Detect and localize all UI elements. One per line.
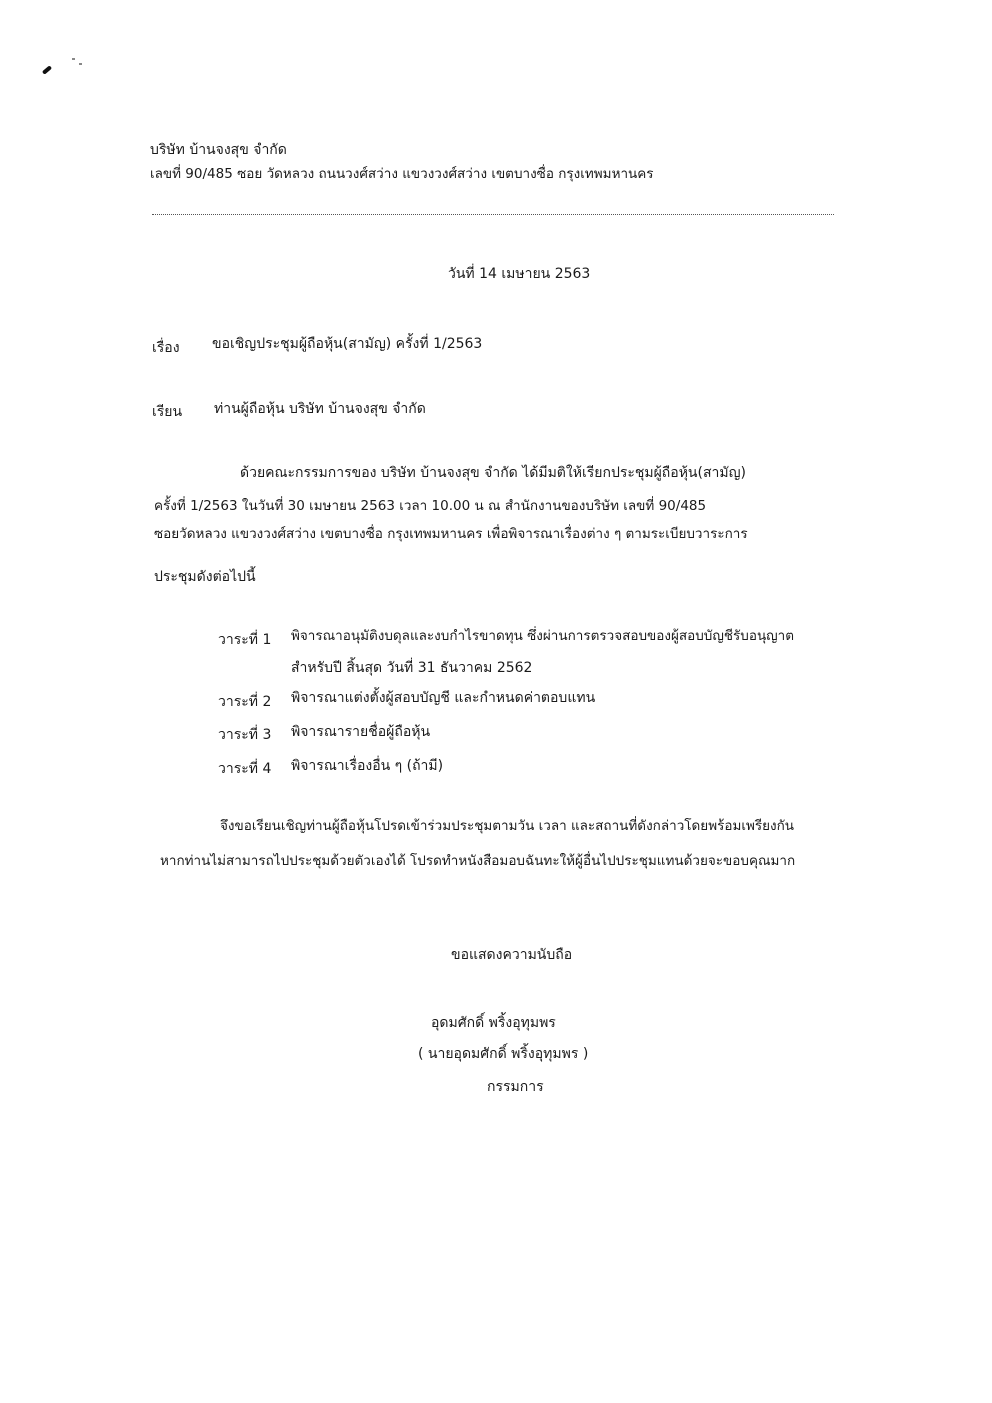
company-address: เลขที่ 90/485 ซอย วัดหลวง ถนนวงศ์สว่าง แขวงวงศ์สว่าง เขตบางซื่อ กรุงเทพมหานคร	[150, 166, 654, 182]
para1-line-1: ด้วยคณะกรรมการของ บริษัท บ้านจงสุข จำกัด ได้มีมติให้เรียกประชุมผู้ถือหุ้น(สามัญ)	[240, 465, 746, 481]
subject-label: เรื่อง	[152, 340, 180, 356]
agenda-label-2: วาระที่ 2	[218, 694, 272, 710]
para1-line-2: ครั้งที่ 1/2563 ในวันที่ 30 เมษายน 2563 เวลา 10.00 น ณ สำนักงานของบริษัท เลขที่ 90/485	[154, 498, 707, 514]
scan-speck	[72, 58, 75, 60]
recipient-label: เรียน	[152, 404, 183, 420]
agenda-label-3: วาระที่ 3	[218, 727, 272, 743]
signature: อุดมศักดิ์ พริ้งอุทุมพร	[431, 1015, 556, 1031]
agenda-text-1: พิจารณาอนุมัติงบดุลและงบกำไรขาดทุน ซึ่งผ่านการตรวจสอบของผู้สอบบัญชีรับอนุญาต	[291, 628, 795, 644]
para1-line-4: ประชุมดังต่อไปนี้	[154, 569, 256, 585]
scan-mark	[42, 65, 52, 74]
header-divider	[152, 214, 834, 215]
recipient-text: ท่านผู้ถือหุ้น บริษัท บ้านจงสุข จำกัด	[214, 401, 426, 417]
agenda-text-1-cont: สำหรับปี สิ้นสุด วันที่ 31 ธันวาคม 2562	[291, 660, 533, 676]
subject-text: ขอเชิญประชุมผู้ถือหุ้น(สามัญ) ครั้งที่ 1/2563	[212, 336, 483, 352]
para2-line-1: จึงขอเรียนเชิญท่านผู้ถือหุ้นโปรดเข้าร่วมประชุมตามวัน เวลา และสถานที่ดังกล่าวโดยพร้อมเพรียงกัน	[220, 818, 795, 834]
scan-speck	[79, 63, 82, 65]
signer-name: ( นายอุดมศักดิ์ พริ้งอุทุมพร )	[418, 1046, 589, 1062]
para2-line-2: หากท่านไม่สามารถไปประชุมด้วยตัวเองได้ โปรดทำหนังสือมอบฉันทะให้ผู้อื่นไปประชุมแทนด้วยจะขอบคุณมาก	[160, 853, 796, 869]
para1-line-3: ซอยวัดหลวง แขวงวงศ์สว่าง เขตบางซื่อ กรุงเทพมหานคร เพื่อพิจารณาเรื่องต่าง ๆ ตามระเบียบวาระการ	[154, 526, 748, 542]
letter-date: วันที่ 14 เมษายน 2563	[448, 266, 591, 282]
agenda-text-4: พิจารณาเรื่องอื่น ๆ (ถ้ามี)	[291, 758, 444, 774]
agenda-text-3: พิจารณารายชื่อผู้ถือหุ้น	[291, 724, 431, 740]
agenda-text-2: พิจารณาแต่งตั้งผู้สอบบัญชี และกำหนดค่าตอบแทน	[291, 690, 596, 706]
agenda-label-1: วาระที่ 1	[218, 632, 272, 648]
signer-title: กรรมการ	[487, 1079, 544, 1095]
agenda-label-4: วาระที่ 4	[218, 761, 272, 777]
closing-regards: ขอแสดงความนับถือ	[451, 947, 573, 963]
company-name: บริษัท บ้านจงสุข จำกัด	[150, 142, 287, 158]
